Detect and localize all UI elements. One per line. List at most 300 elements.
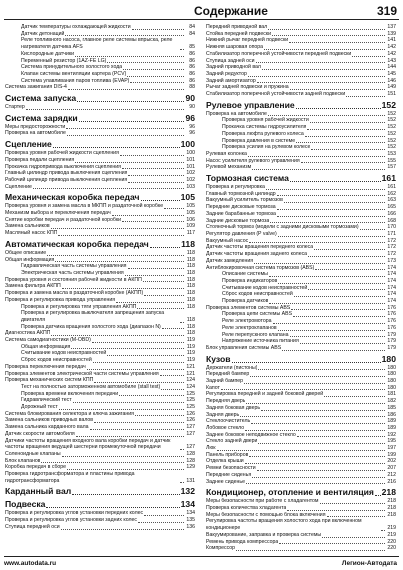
toc-entry[interactable] — [206, 224, 396, 231]
dot-leader — [73, 402, 184, 403]
toc-page-number: 155 — [387, 157, 396, 164]
dot-leader — [71, 348, 184, 349]
toc-page-number: 182 — [387, 398, 396, 405]
toc-entry[interactable] — [206, 365, 396, 372]
dot-leader — [107, 355, 184, 356]
toc-entry-title: Датчик скорости автомобиля — [5, 430, 75, 437]
toc-entry[interactable] — [5, 263, 195, 270]
toc-entry-title: Проверка и регулировка тяги управления АКПП — [21, 303, 137, 310]
dot-leader — [116, 302, 184, 303]
toc-section-heading[interactable] — [5, 499, 195, 510]
toc-entry-title: Нижняя шаровая опора — [206, 44, 264, 51]
toc-entry[interactable] — [5, 404, 195, 411]
toc-entry[interactable] — [5, 170, 195, 177]
toc-entry[interactable] — [206, 425, 396, 432]
toc-entry[interactable] — [5, 464, 195, 471]
toc-entry[interactable] — [206, 158, 396, 165]
toc-entry[interactable] — [206, 138, 396, 145]
toc-page-number: 152 — [387, 144, 396, 151]
toc-entry[interactable] — [206, 412, 396, 419]
toc-entry[interactable] — [5, 297, 195, 304]
toc-entry[interactable] — [206, 84, 396, 91]
toc-entry[interactable] — [5, 324, 195, 331]
toc-entry[interactable] — [5, 184, 195, 191]
dot-leader — [254, 263, 385, 264]
toc-entry[interactable] — [206, 539, 396, 546]
toc-entry[interactable] — [5, 84, 195, 91]
toc-entry[interactable] — [206, 479, 396, 486]
toc-section-heading[interactable] — [206, 100, 396, 111]
toc-entry[interactable] — [5, 223, 195, 230]
toc-page-number: 126 — [186, 410, 195, 417]
toc-page-number: 152 — [387, 110, 396, 117]
dot-leader — [53, 147, 180, 148]
toc-entry[interactable] — [206, 265, 396, 272]
toc-page-number: 132 — [180, 486, 195, 497]
toc-entry-title: Датчик частоты вращения заднего колеса — [206, 251, 308, 258]
toc-entry[interactable] — [206, 218, 396, 225]
toc-page-number: 180 — [387, 384, 396, 391]
toc-entry[interactable] — [5, 78, 195, 85]
footer-website[interactable]: www.autodata.ru — [4, 560, 57, 567]
toc-entry[interactable] — [206, 251, 396, 258]
toc-entry[interactable] — [206, 164, 396, 171]
toc-entry-title: Прокачка гидропривода выключения сцепления — [5, 163, 121, 170]
toc-section-heading[interactable] — [5, 139, 195, 150]
toc-entry[interactable] — [5, 517, 195, 524]
footer-rule — [4, 556, 399, 557]
dot-leader — [287, 510, 385, 511]
toc-page-number: 125 — [186, 404, 195, 411]
toc-entry[interactable] — [206, 418, 396, 425]
toc-page-number: 172 — [387, 237, 396, 244]
toc-entry[interactable] — [206, 58, 396, 65]
page-title: Содержание — [194, 4, 268, 18]
toc-entry[interactable] — [206, 325, 396, 332]
toc-entry[interactable] — [206, 144, 396, 151]
toc-entry[interactable] — [206, 318, 396, 325]
toc-entry[interactable] — [206, 298, 396, 305]
toc-entry[interactable] — [5, 64, 195, 71]
dot-leader — [310, 122, 385, 123]
toc-entry[interactable] — [206, 338, 396, 345]
toc-entry[interactable] — [206, 391, 396, 398]
toc-page-number: 185 — [387, 404, 396, 411]
dot-leader — [236, 550, 385, 551]
page-header — [4, 4, 397, 18]
dot-leader — [346, 96, 385, 97]
toc-page-number: 197 — [387, 445, 396, 452]
toc-entry[interactable] — [5, 350, 195, 357]
toc-entry[interactable] — [206, 111, 396, 118]
toc-entry[interactable] — [5, 157, 195, 164]
toc-entry-title: Дорожный тест — [21, 404, 58, 411]
toc-entry[interactable] — [5, 270, 195, 277]
toc-page-number: 157 — [387, 164, 396, 171]
toc-page-number: 179 — [387, 344, 396, 351]
toc-entry[interactable] — [206, 311, 396, 318]
toc-page-number: 118 — [186, 290, 195, 297]
toc-entry-title: Напряжение источника питания — [222, 338, 299, 345]
toc-page-number: 199 — [387, 451, 396, 458]
header-rule — [4, 19, 399, 20]
toc-section-heading[interactable] — [5, 239, 195, 250]
toc-entry[interactable] — [5, 130, 195, 137]
toc-entry[interactable] — [5, 150, 195, 157]
toc-page-number: 219 — [387, 525, 396, 532]
toc-entry[interactable] — [5, 438, 195, 451]
dot-leader — [305, 136, 385, 137]
toc-page-number: 220 — [387, 545, 396, 552]
toc-entry[interactable] — [206, 332, 396, 339]
toc-entry[interactable] — [206, 345, 396, 352]
toc-entry[interactable] — [5, 210, 195, 217]
dot-leader — [221, 389, 385, 390]
toc-page-number: 118 — [186, 296, 195, 303]
toc-page-number: 118 — [186, 323, 195, 330]
toc-page-number: 179 — [387, 331, 396, 338]
dot-leader — [58, 235, 184, 236]
toc-page-number: 142 — [387, 44, 396, 51]
toc-entry-title: Датчик замедления — [206, 257, 254, 264]
toc-entry-title: Проверка и регулировка углов установки передних колес — [5, 510, 144, 517]
toc-entry[interactable] — [206, 191, 396, 198]
dot-leader — [75, 162, 184, 163]
toc-entry-title: Передние дисковые тормоза — [206, 204, 276, 211]
toc-entry[interactable] — [206, 64, 396, 71]
toc-entry[interactable] — [5, 203, 195, 210]
toc-entry-title: Кузов — [206, 353, 231, 364]
toc-entry[interactable] — [5, 257, 195, 264]
toc-entry[interactable] — [5, 364, 195, 371]
dot-leader — [381, 530, 385, 531]
toc-entry-title: Проверка люфта рулевого колеса — [222, 130, 304, 137]
toc-entry[interactable] — [206, 291, 396, 298]
dot-leader — [41, 462, 184, 463]
toc-entry[interactable] — [5, 357, 195, 364]
dot-leader — [180, 49, 184, 50]
toc-entry[interactable] — [5, 283, 195, 290]
toc-entry[interactable] — [5, 51, 195, 58]
dot-leader — [294, 296, 385, 297]
toc-page-number: 153 — [387, 150, 396, 157]
toc-entry[interactable] — [206, 518, 396, 531]
toc-entry-title: Датчик детонаций — [21, 30, 65, 37]
toc-entry[interactable] — [5, 217, 195, 224]
dot-leader — [251, 423, 385, 424]
toc-page-number: 96 — [185, 112, 195, 123]
dot-leader — [279, 543, 385, 544]
toc-entry[interactable] — [206, 131, 396, 138]
toc-entry[interactable] — [206, 278, 396, 285]
dot-leader — [217, 450, 385, 451]
dot-leader — [311, 149, 385, 150]
dot-leader — [246, 403, 385, 404]
toc-page-number: 127 — [186, 424, 195, 431]
dot-leader — [290, 89, 385, 90]
toc-entry[interactable] — [206, 78, 396, 85]
toc-entry[interactable] — [5, 71, 195, 78]
toc-page-number: 118 — [186, 316, 195, 323]
dot-leader — [137, 308, 184, 309]
toc-entry[interactable] — [206, 458, 396, 465]
toc-entry[interactable] — [206, 378, 396, 385]
toc-entry-title: Сцепление — [5, 183, 32, 190]
toc-entry[interactable] — [5, 424, 195, 431]
dot-leader — [257, 470, 385, 471]
toc-entry-title: Задний редуктор — [206, 70, 247, 77]
toc-page-number: 128 — [186, 450, 195, 457]
toc-entry[interactable] — [5, 524, 195, 531]
toc-entry[interactable] — [206, 438, 396, 445]
toc-entry-title: Вакуумный насос — [206, 237, 249, 244]
toc-entry-title: Проверка уровня рабочей жидкости — [222, 117, 309, 124]
toc-entry[interactable] — [5, 411, 195, 418]
toc-page-number: 86 — [189, 70, 195, 77]
toc-section-heading[interactable] — [5, 93, 195, 104]
toc-entry[interactable] — [5, 164, 195, 171]
toc-entry[interactable] — [206, 445, 396, 452]
toc-entry[interactable] — [206, 405, 396, 412]
toc-entry[interactable] — [206, 91, 396, 98]
toc-entry[interactable] — [206, 371, 396, 378]
toc-page-number: 125 — [186, 390, 195, 397]
toc-entry[interactable] — [5, 104, 195, 111]
toc-entry-title: Проверка индикаторов — [222, 277, 278, 284]
dot-leader — [130, 82, 184, 83]
toc-entry[interactable] — [206, 71, 396, 78]
dot-leader — [77, 101, 184, 102]
toc-entry[interactable] — [206, 258, 396, 265]
toc-entry[interactable] — [206, 204, 396, 211]
toc-page-number: 86 — [189, 50, 195, 57]
dot-leader — [249, 456, 385, 457]
toc-entry-title: Ремни безопасности — [206, 465, 256, 472]
dot-leader — [141, 200, 180, 201]
toc-page-number: 96 — [189, 123, 195, 130]
toc-page-number: 102 — [186, 176, 195, 183]
toc-entry[interactable] — [206, 51, 396, 58]
toc-entry[interactable] — [5, 330, 195, 337]
toc-entry-title: Лобовое стекло — [206, 424, 245, 431]
dot-leader — [308, 256, 385, 257]
dot-leader — [87, 369, 184, 370]
toc-page-number: 125 — [186, 397, 195, 404]
toc-entry[interactable] — [5, 277, 195, 284]
toc-section-heading[interactable] — [5, 192, 195, 203]
toc-section-heading[interactable] — [5, 486, 195, 497]
toc-page-number: 218 — [387, 505, 396, 511]
toc-entry[interactable] — [206, 151, 396, 158]
toc-section-heading[interactable] — [206, 173, 396, 184]
toc-page-number: 174 — [387, 277, 396, 284]
toc-page-number: 152 — [387, 130, 396, 137]
toc-entry-title: Стартер — [5, 104, 25, 111]
toc-page-number: 90 — [189, 104, 195, 111]
toc-entry-title: Панель приборов — [206, 451, 249, 458]
toc-entry[interactable] — [206, 498, 396, 505]
dot-leader — [314, 249, 385, 250]
toc-entry[interactable] — [5, 337, 195, 344]
toc-entry[interactable] — [206, 512, 396, 519]
toc-entry[interactable] — [206, 432, 396, 439]
dot-leader — [322, 537, 385, 538]
toc-entry-title: Диагностика АКПП — [5, 330, 51, 337]
toc-entry-title: Сцепление — [5, 139, 52, 150]
toc-entry[interactable] — [206, 117, 396, 124]
toc-entry-title: Стабилизатор поперечной устойчивости задней подвески — [206, 91, 346, 98]
dot-leader — [264, 49, 385, 50]
toc-entry[interactable] — [5, 431, 195, 438]
toc-entry[interactable] — [206, 452, 396, 459]
toc-entry[interactable] — [206, 244, 396, 251]
dot-leader — [144, 295, 184, 296]
dot-leader — [94, 422, 184, 423]
dot-leader — [256, 62, 385, 63]
toc-entry-title: Главный цилиндр привода выключения сцепления — [5, 170, 128, 177]
toc-entry[interactable] — [5, 391, 195, 398]
toc-entry-title: Регулировка частоты вращения холостого хода при включенном кондиционере — [206, 518, 362, 532]
dot-leader — [250, 376, 385, 377]
dot-leader — [277, 216, 385, 217]
toc-entry-title: Система зажигания DIS-4 — [5, 84, 67, 91]
toc-entry[interactable] — [5, 24, 195, 31]
toc-entry-title: Замена сальников — [5, 223, 50, 230]
toc-entry[interactable] — [5, 384, 195, 391]
toc-entry-title: Считывание кодов неисправностей — [21, 350, 107, 357]
dot-leader — [307, 129, 385, 130]
toc-entry-title: Рабочий цилиндр привода выключения сцепления — [5, 176, 128, 183]
toc-entry[interactable] — [206, 398, 396, 405]
toc-entry[interactable] — [206, 44, 396, 51]
toc-entry-title: Система самодиагностики (M-OBD) — [5, 337, 91, 344]
toc-entry[interactable] — [206, 505, 396, 512]
dot-leader — [327, 516, 385, 517]
toc-entry[interactable] — [5, 371, 195, 378]
toc-entry[interactable] — [5, 451, 195, 458]
toc-entry-title: Меры предосторожности — [5, 123, 66, 130]
toc-entry[interactable] — [5, 377, 195, 384]
toc-page-number: 152 — [387, 117, 396, 124]
toc-entry-title: Отделка крыши — [206, 458, 244, 465]
toc-section-heading[interactable] — [206, 354, 396, 365]
toc-page-number: 174 — [387, 291, 396, 298]
toc-entry[interactable] — [206, 385, 396, 392]
toc-page-number: 88 — [189, 84, 195, 91]
toc-entry[interactable] — [5, 58, 195, 65]
toc-entry[interactable] — [206, 472, 396, 479]
dot-leader — [249, 242, 385, 243]
toc-entry[interactable] — [206, 37, 396, 44]
toc-page-number: 118 — [186, 276, 195, 283]
dot-leader — [269, 303, 385, 304]
toc-page-number: 121 — [186, 363, 195, 370]
dot-leader — [128, 175, 184, 176]
dot-leader — [122, 168, 184, 169]
toc-entry-title: Карданный вал — [5, 486, 72, 497]
toc-section-heading[interactable] — [206, 487, 396, 498]
toc-entry[interactable] — [5, 344, 195, 351]
toc-entry[interactable] — [5, 417, 195, 424]
dot-leader — [258, 369, 385, 370]
toc-entry[interactable] — [5, 177, 195, 184]
toc-entry[interactable] — [5, 250, 195, 257]
toc-entry[interactable] — [5, 458, 195, 465]
toc-entry-title: Проверка уровня и состояния рабочей жидкости в АКПП — [5, 276, 142, 283]
dot-leader — [252, 169, 385, 170]
toc-entry[interactable] — [206, 305, 396, 312]
toc-entry-title: Передний приводной вал — [206, 24, 268, 30]
toc-page-number: 170 — [387, 224, 396, 231]
toc-entry[interactable] — [5, 304, 195, 311]
toc-page-number: 171 — [387, 230, 396, 237]
toc-entry[interactable] — [206, 197, 396, 204]
dot-leader — [269, 276, 385, 277]
toc-entry-title: Антиблокировочная система тормозов (ABS) — [206, 264, 315, 271]
dot-leader — [65, 35, 184, 36]
toc-page-number: 86 — [189, 77, 195, 84]
toc-page-number: 172 — [387, 244, 396, 251]
toc-entry[interactable] — [5, 310, 195, 323]
toc-page-number: 118 — [186, 330, 195, 337]
toc-entry-title: Заднее боковое неподвижное стекло — [206, 431, 296, 438]
dot-leader — [144, 515, 184, 516]
toc-entry-title: Проверка и регулировка — [206, 184, 265, 191]
toc-entry[interactable] — [5, 124, 195, 131]
toc-entry[interactable] — [5, 230, 195, 237]
toc-entry[interactable] — [206, 545, 396, 552]
dot-leader — [282, 350, 385, 351]
dot-leader — [244, 383, 385, 384]
toc-entry-title: Система принудительного холостого хода — [21, 64, 123, 71]
dot-leader — [277, 209, 385, 210]
toc-entry-title: Сброс кодов неисправностей — [21, 357, 92, 364]
toc-entry[interactable] — [206, 532, 396, 539]
dot-leader — [360, 229, 385, 230]
toc-entry[interactable] — [5, 471, 195, 484]
toc-entry-title: Рулевая колонка — [206, 150, 247, 157]
toc-page-number: 162 — [387, 190, 396, 197]
toc-entry[interactable] — [5, 31, 195, 38]
toc-entry-title: Проверка и регулировка привода управления — [5, 296, 116, 303]
toc-entry[interactable] — [206, 238, 396, 245]
toc-entry[interactable] — [5, 37, 195, 50]
toc-entry-title: Автоматическая коробка передач — [5, 238, 149, 249]
toc-entry[interactable] — [5, 397, 195, 404]
toc-entry[interactable] — [206, 465, 396, 472]
toc-entry[interactable] — [5, 510, 195, 517]
dot-leader — [180, 449, 184, 450]
toc-entry[interactable] — [206, 211, 396, 218]
toc-entry[interactable] — [206, 124, 396, 131]
toc-entry-title: Меры безопасности с помощью блока включения — [206, 511, 326, 518]
toc-entry[interactable] — [5, 290, 195, 297]
toc-entry-title: Стабилизатор поперечной устойчивости передней подвески — [206, 50, 352, 57]
toc-entry-title: Кондиционер, отопление и вентиляция — [206, 487, 374, 498]
toc-page-number: 128 — [186, 457, 195, 464]
toc-entry[interactable] — [206, 285, 396, 292]
toc-entry[interactable] — [206, 31, 396, 38]
toc-entry-title: Коробка передач в сборе — [5, 464, 67, 471]
dot-leader — [67, 135, 184, 136]
toc-entry-title: Проверка уровня и замена масла в МКПП и раздаточной коробке — [5, 203, 164, 210]
toc-entry[interactable] — [206, 184, 396, 191]
toc-section-heading[interactable] — [5, 113, 195, 124]
toc-page-number: 189 — [387, 424, 396, 431]
toc-entry[interactable] — [206, 24, 396, 31]
toc-entry[interactable] — [206, 231, 396, 238]
toc-entry[interactable] — [206, 271, 396, 278]
